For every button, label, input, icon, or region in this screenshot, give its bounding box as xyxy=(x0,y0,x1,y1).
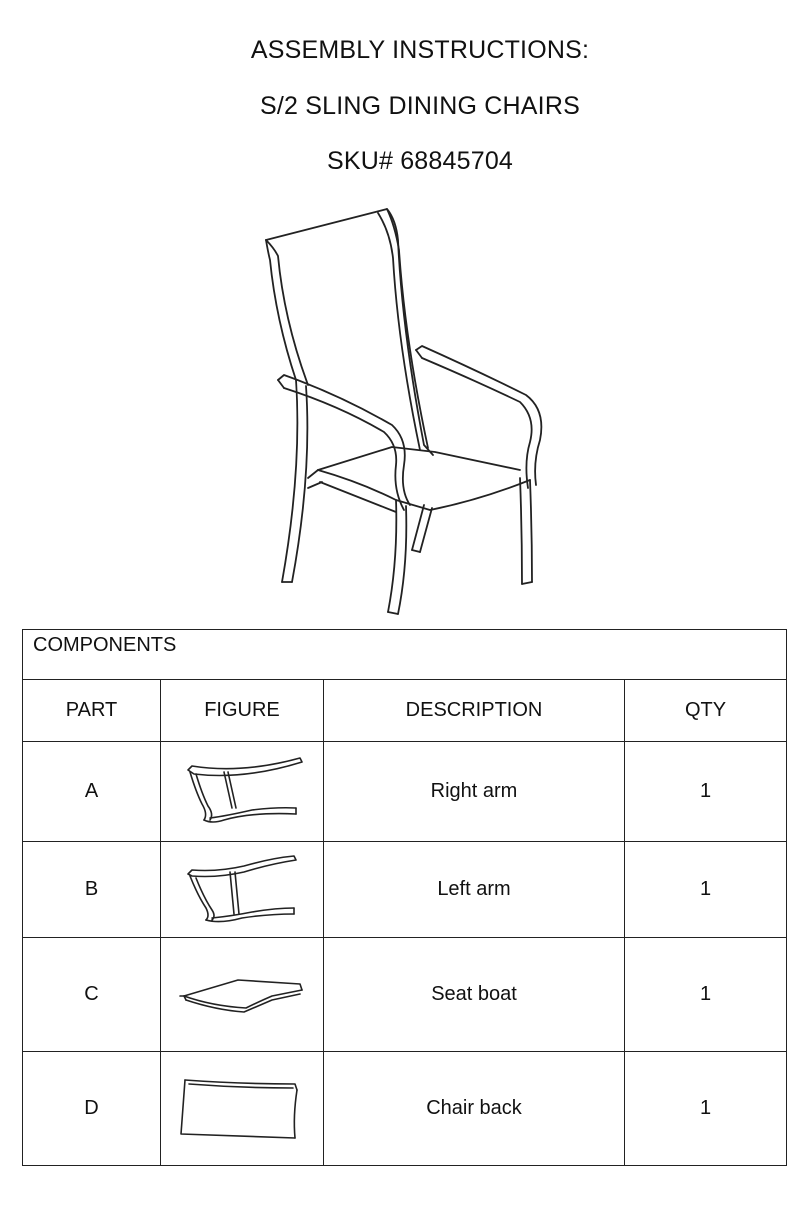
table-row xyxy=(23,742,787,842)
figure-cell xyxy=(161,938,324,1052)
sku-number: SKU# 68845704 xyxy=(326,147,514,175)
left-arm-frame-icon xyxy=(172,852,312,928)
part-description: Left arm xyxy=(324,842,625,938)
seat-boat-icon xyxy=(172,970,312,1020)
figure-cell xyxy=(161,742,324,842)
part-description: Chair back xyxy=(324,1052,625,1166)
column-header-part: PART xyxy=(23,680,161,742)
components-table xyxy=(22,629,787,1166)
part-letter: C xyxy=(23,938,161,1052)
document-title: ASSEMBLY INSTRUCTIONS: xyxy=(250,36,590,64)
column-header-figure: FIGURE xyxy=(161,680,324,742)
table-row xyxy=(23,842,787,938)
figure-cell xyxy=(161,1052,324,1166)
part-quantity: 1 xyxy=(625,938,787,1052)
part-quantity: 1 xyxy=(625,1052,787,1166)
part-letter: D xyxy=(23,1052,161,1166)
table-row xyxy=(23,1052,787,1166)
table-row xyxy=(23,938,787,1052)
components-caption: COMPONENTS xyxy=(23,630,787,680)
part-description: Seat boat xyxy=(324,938,625,1052)
part-quantity: 1 xyxy=(625,842,787,938)
figure-cell xyxy=(161,842,324,938)
part-letter: B xyxy=(23,842,161,938)
right-arm-frame-icon xyxy=(172,752,312,832)
chair-back-icon xyxy=(177,1076,307,1142)
product-name: S/2 SLING DINING CHAIRS xyxy=(260,92,580,120)
sling-dining-chair-illustration xyxy=(255,204,555,616)
part-quantity: 1 xyxy=(625,742,787,842)
column-header-qty: QTY xyxy=(625,680,787,742)
column-header-description: DESCRIPTION xyxy=(324,680,625,742)
part-description: Right arm xyxy=(324,742,625,842)
part-letter: A xyxy=(23,742,161,842)
